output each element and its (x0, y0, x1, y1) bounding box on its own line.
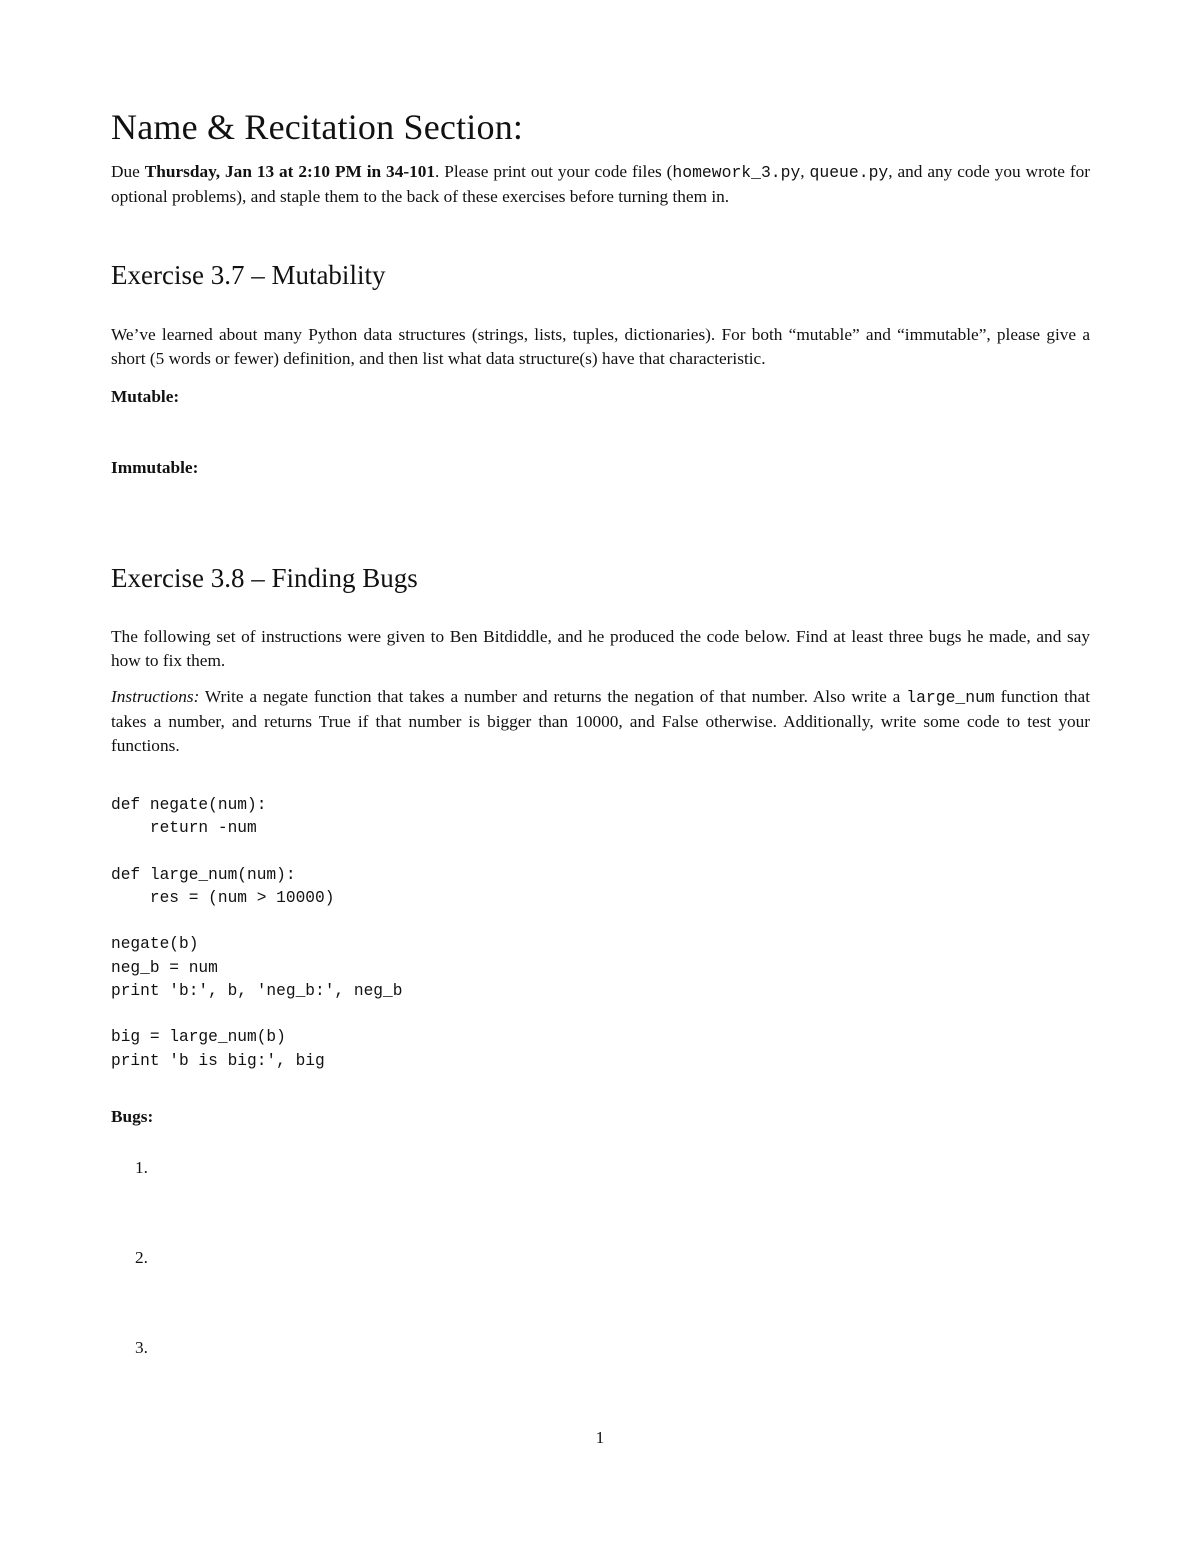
due-prefix: Due (111, 162, 145, 181)
file-homework: homework_3.py (672, 163, 801, 182)
page-number: 1 (595, 1428, 605, 1447)
code-block-large-test: big = large_num(b) print 'b is big:', big (111, 1028, 325, 1070)
bug-item-2: 2. (135, 1247, 148, 1267)
due-date: Thursday, Jan 13 at 2:10 PM in 34-101 (144, 162, 436, 181)
instructions-text-4: if that number is bigger than 10000, and (350, 712, 662, 731)
bug-item-3: 3. (135, 1337, 148, 1357)
due-suffix: , and any code you wrote for optional problems), and staple them to the back of these exercises before turning them in. (111, 162, 1091, 206)
true-term: True (318, 712, 351, 731)
large-num-term: large_num (906, 688, 995, 707)
bug-spacer (111, 1270, 1090, 1336)
file-separator: , (800, 162, 810, 181)
code-block-functions: def negate(num): return -num def large_num(num): res = (num > 10000) (111, 796, 335, 908)
page-title: Name & Recitation Section: (111, 107, 524, 147)
negate-term: negate (262, 687, 309, 706)
instructions-paragraph (111, 685, 1090, 758)
bug-spacer (111, 1180, 1090, 1246)
bug-item-1: 1. (135, 1157, 148, 1177)
due-after: . Please print out your code files ( (435, 162, 673, 181)
due-statement (111, 160, 1090, 209)
file-queue: queue.py (809, 163, 889, 182)
instructions-text-2: function that takes a number and returns the negation of that number. Also write a (308, 687, 907, 706)
exercise-3-7-heading: Exercise 3.7 – Mutability (111, 260, 386, 290)
exercise-3-7-paragraph: We’ve learned about many Python data structures (strings, lists, tuples, dictionaries). For both “mutable” and “immutable”, please give a short (5 words or fewer) definition, and then list what data structure(s) have that characteristic. (111, 325, 1090, 368)
exercise-3-8-paragraph: The following set of instructions were given to Ben Bitdiddle, and he produced the code below. Find at least three bugs he made, and say how to fix them. (111, 627, 1090, 670)
instructions-text-1: Write a (199, 687, 263, 706)
code-block-negate-test: negate(b) neg_b = num print 'b:', b, 'neg_b:', neg_b (111, 935, 403, 1001)
instructions-label: Instructions: (111, 687, 200, 706)
exercise-3-8-heading: Exercise 3.8 – Finding Bugs (111, 563, 418, 593)
immutable-label: Immutable: (111, 458, 199, 477)
false-term: False (661, 712, 699, 731)
bugs-label: Bugs: (111, 1106, 154, 1126)
document-page (111, 100, 1090, 1360)
bug-list (111, 1156, 1090, 1360)
instructions-text-5: otherwise. Additionally, write some code to test your functions. (111, 712, 1090, 755)
instructions-text-3: function that takes a number, and returns (111, 687, 1090, 731)
mutable-label: Mutable: (111, 387, 180, 406)
